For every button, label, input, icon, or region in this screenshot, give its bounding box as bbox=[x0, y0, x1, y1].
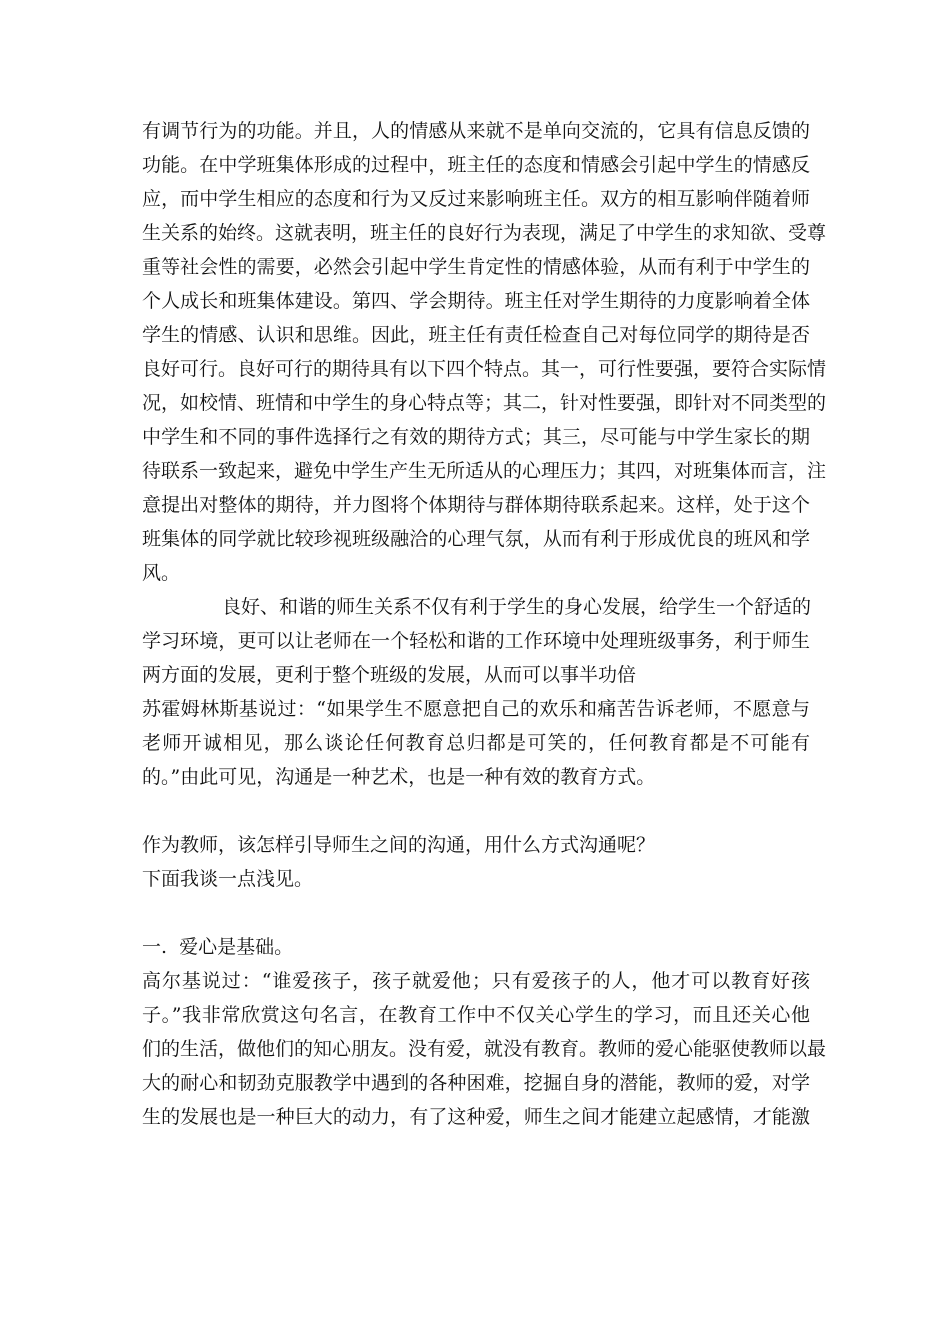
section-heading: 一. 爱心是基础。 bbox=[142, 936, 294, 958]
text-line: 风。 bbox=[142, 562, 181, 584]
paragraph bbox=[142, 114, 827, 590]
text-line: 高尔基说过：“谁爱孩子，孩子就爱他；只有爱孩子的人，他才可以教育好孩 bbox=[142, 970, 810, 992]
text-line: 下面我谈一点浅见。 bbox=[142, 868, 314, 890]
blank-line bbox=[142, 794, 810, 828]
text-line: 个人成长和班集体建设。第四、学会期待。班主任对学生期待的力度影响着全体 bbox=[142, 290, 810, 312]
text-line: 大的耐心和韧劲克服教学中遇到的各种困难，挖掘自身的潜能，教师的爱，对学 bbox=[142, 1072, 810, 1094]
quote-paragraph bbox=[142, 964, 827, 1134]
text-line: 重等社会性的需要，必然会引起中学生肯定性的情感体验，从而有利于中学生的 bbox=[142, 256, 810, 278]
text-line: 功能。在中学班集体形成的过程中，班主任的态度和情感会引起中学生的情感反 bbox=[142, 154, 810, 176]
quote-paragraph bbox=[142, 692, 810, 794]
text-line: 子。”我非常欣赏这句名言，在教育工作中不仅关心学生的学习，而且还关心他 bbox=[142, 1004, 810, 1026]
text-line: 学生的情感、认识和思维。因此，班主任有责任检查自己对每位同学的期待是否 bbox=[142, 324, 810, 346]
text-line: 生的发展也是一种巨大的动力，有了这种爱，师生之间才能建立起感情，才能激 bbox=[142, 1106, 810, 1128]
text-line: 的。”由此可见，沟通是一种艺术，也是一种有效的教育方式。 bbox=[142, 766, 656, 788]
text-line: 学习环境，更可以让老师在一个轻松和谐的工作环境中处理班级事务，利于师生 bbox=[142, 630, 810, 652]
text-line: 苏霍姆林斯基说过：“如果学生不愿意把自己的欢乐和痛苦告诉老师，不愿意与 bbox=[142, 698, 810, 720]
text-line: 班集体的同学就比较珍视班级融洽的心理气氛，从而有利于形成优良的班风和学 bbox=[142, 528, 810, 550]
text-line: 中学生和不同的事件选择行之有效的期待方式；其三，尽可能与中学生家长的期 bbox=[142, 426, 810, 448]
text-line: 两方面的发展，更利于整个班级的发展，从而可以事半功倍 bbox=[142, 664, 637, 686]
text-line: 有调节行为的功能。并且，人的情感从来就不是单向交流的，它具有信息反馈的 bbox=[142, 120, 810, 142]
text-line: 良好、和谐的师生关系不仅有利于学生的身心发展，给学生一个舒适的 bbox=[222, 596, 812, 618]
text-line: 良好可行。良好可行的期待具有以下四个特点。其一，可行性要强，要符合实际情 bbox=[142, 358, 827, 380]
text-line: 应，而中学生相应的态度和行为又反过来影响班主任。双方的相互影响伴随着师 bbox=[142, 188, 810, 210]
text-line: 们的生活，做他们的知心朋友。没有爱，就没有教育。教师的爱心能驱使教师以最 bbox=[142, 1038, 827, 1060]
document-page bbox=[142, 114, 827, 1134]
text-line: 生关系的始终。这就表明，班主任的良好行为表现，满足了中学生的求知欲、受尊 bbox=[142, 222, 827, 244]
text-line: 作为教师，该怎样引导师生之间的沟通，用什么方式沟通呢？ bbox=[142, 834, 656, 856]
paragraph bbox=[142, 590, 810, 692]
blank-line bbox=[142, 896, 810, 930]
text-line: 况，如校情、班情和中学生的身心特点等；其二，针对性要强，即针对不同类型的 bbox=[142, 392, 827, 414]
text-line: 意提出对整体的期待，并力图将个体期待与群体期待联系起来。这样，处于这个 bbox=[142, 494, 810, 516]
paragraph bbox=[142, 828, 810, 896]
text-line: 老师开诚相见，那么谈论任何教育总归都是可笑的，任何教育都是不可能有 bbox=[142, 732, 810, 754]
text-line: 待联系一致起来，避免中学生产生无所适从的心理压力；其四，对班集体而言，注 bbox=[142, 460, 827, 482]
